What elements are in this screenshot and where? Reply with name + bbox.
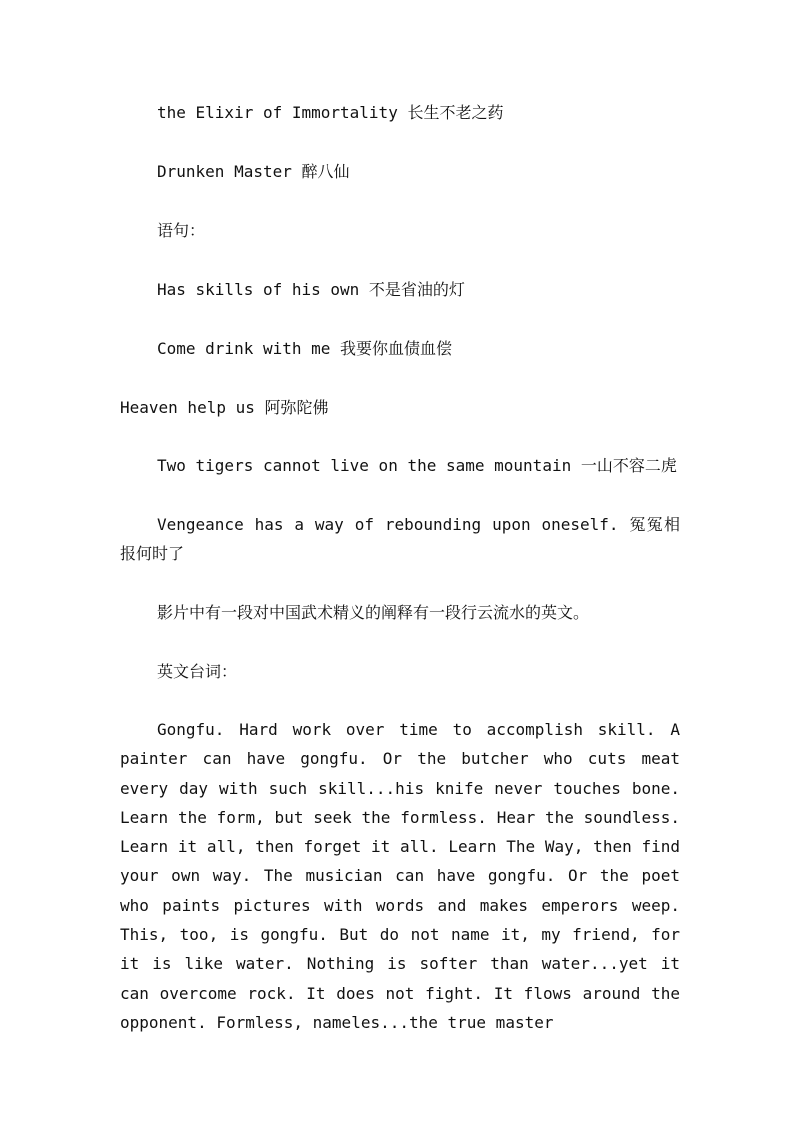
paragraph-gongfu: Gongfu. Hard work over time to accomplish skill. A painter can have gongfu. Or the butcher who cuts meat every day with such skill...his knife never touches bone. Learn the form, but seek the formless. Hear the soundless. Learn it all, then forget it all. Learn The Way, then find your own way. The musician can have gongfu. Or the poet who paints pictures with words and makes emperors weep. This, too, is gongfu. But do not name it, my friend, for it is like water. Nothing is softer than water...yet it can overcome rock. It does not fight. It flows around the opponent. Formless, nameles...the true master [120, 720, 680, 1032]
script-label: 英文台词： [157, 662, 238, 681]
paragraph-vengeance: Vengeance has a way of rebounding upon oneself. 冤冤相报何时了 [120, 515, 680, 564]
term-elixir-of-immortality: the Elixir of Immortality 长生不老之药 [157, 103, 504, 122]
phrase-heaven-help-us: Heaven help us 阿弥陀佛 [120, 398, 329, 417]
phrase-two-tigers: Two tigers cannot live on the same mountain 一山不容二虎 [157, 456, 677, 475]
term-drunken-master: Drunken Master 醉八仙 [157, 162, 350, 181]
section-label-sentences: 语句： [157, 221, 206, 240]
phrase-come-drink: Come drink with me 我要你血债血偿 [157, 339, 453, 358]
intro-line: 影片中有一段对中国武术精义的阐释有一段行云流水的英文。 [157, 603, 590, 622]
phrase-has-skills: Has skills of his own 不是省油的灯 [157, 280, 465, 299]
